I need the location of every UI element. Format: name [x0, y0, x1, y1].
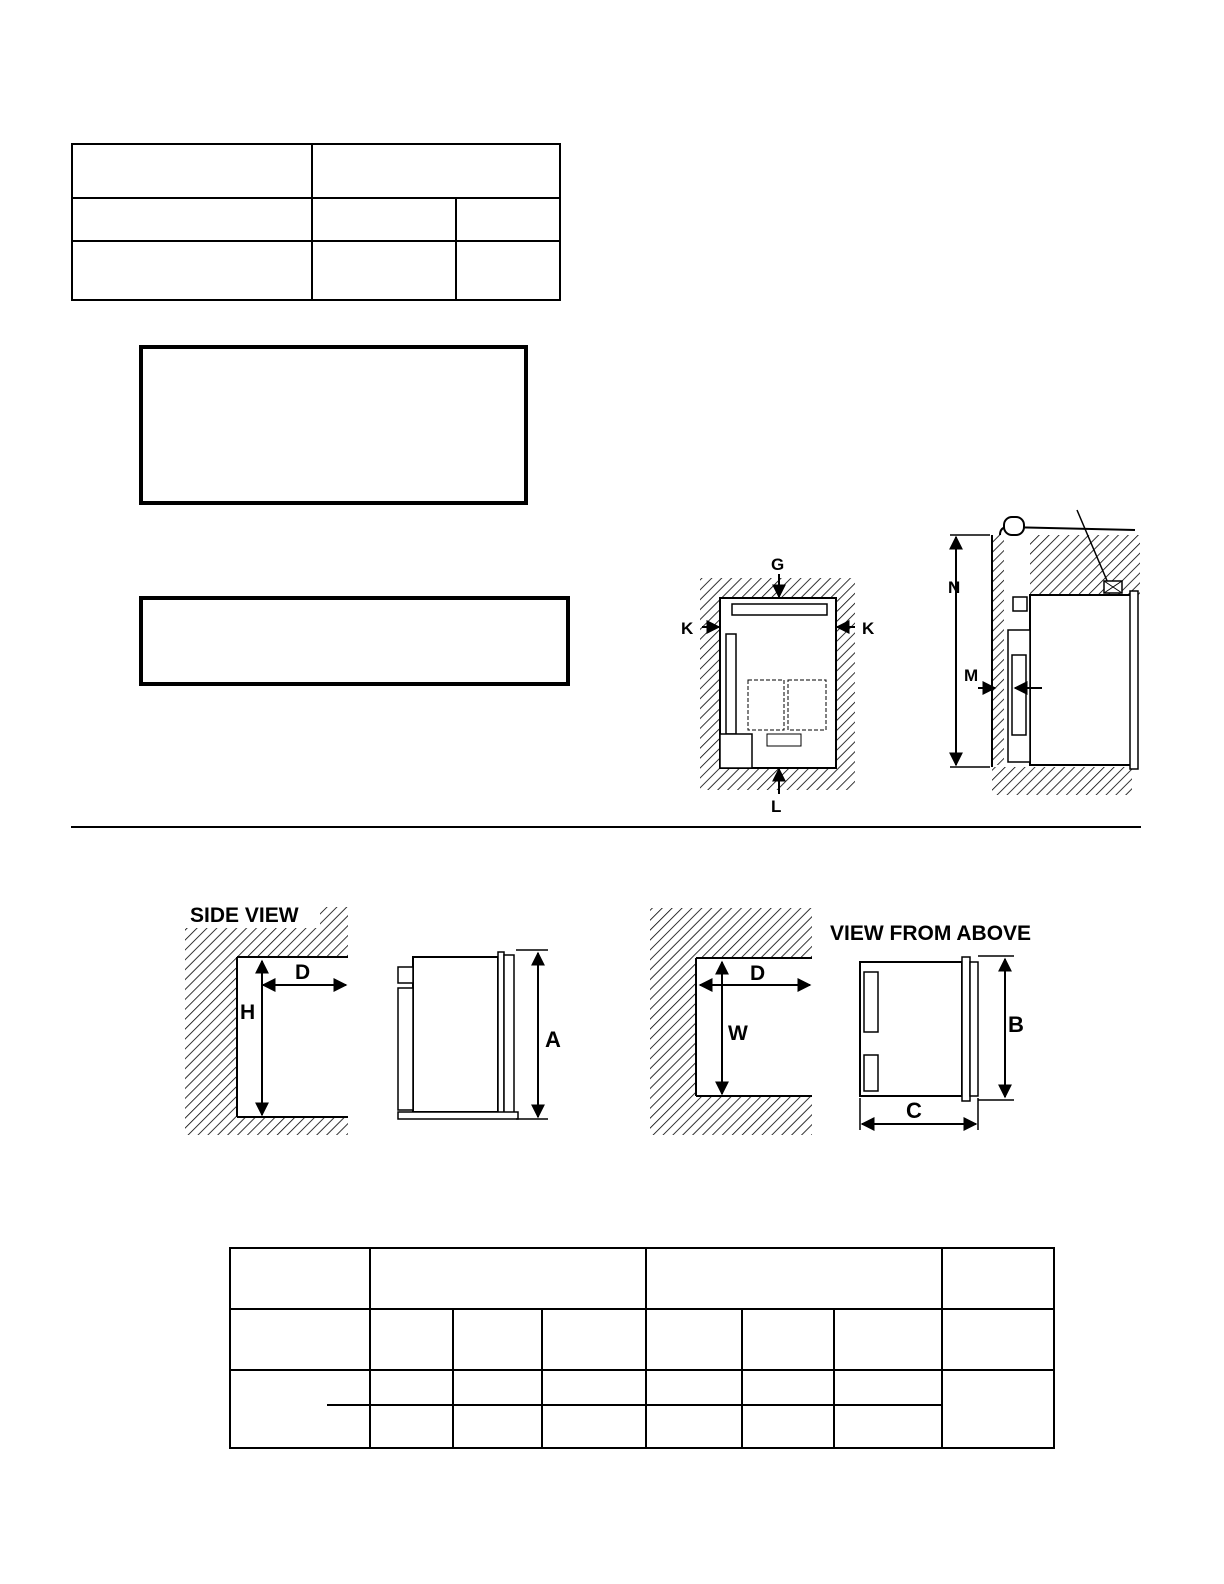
- table-cell: [72, 198, 312, 241]
- table-cell: [456, 198, 560, 241]
- section-divider: [71, 826, 1141, 828]
- label-a: A: [545, 1027, 561, 1052]
- above-view-diagram: [640, 900, 1080, 1140]
- label-m: M: [964, 666, 979, 685]
- table-cell: [312, 144, 560, 198]
- label-d-above: D: [750, 962, 766, 985]
- label-l: L: [771, 797, 782, 816]
- table-cell: [312, 241, 456, 300]
- label-b: B: [1008, 1012, 1024, 1037]
- side-section-diagram: [940, 505, 1150, 800]
- label-c: C: [906, 1098, 922, 1123]
- table-cell: [72, 144, 312, 198]
- above-view-title: VIEW FROM ABOVE: [830, 922, 1032, 945]
- label-w: W: [728, 1022, 748, 1045]
- side-view-title: SIDE VIEW: [190, 904, 299, 927]
- label-n: N: [948, 578, 961, 597]
- dimensions-table: [229, 1247, 1055, 1449]
- notice-box-small: [139, 596, 570, 686]
- side-view-diagram: [180, 895, 580, 1140]
- table-cell: [456, 241, 560, 300]
- table-cell: [72, 241, 312, 300]
- top-spec-table: [71, 143, 561, 301]
- label-k-left: K: [681, 619, 694, 638]
- label-d-side: D: [295, 961, 311, 984]
- front-clearance-diagram: [670, 550, 875, 820]
- notice-box-large: [139, 345, 528, 505]
- label-k-right: K: [862, 619, 875, 638]
- label-h: H: [240, 1001, 256, 1024]
- label-g: G: [771, 555, 785, 574]
- table-cell: [312, 198, 456, 241]
